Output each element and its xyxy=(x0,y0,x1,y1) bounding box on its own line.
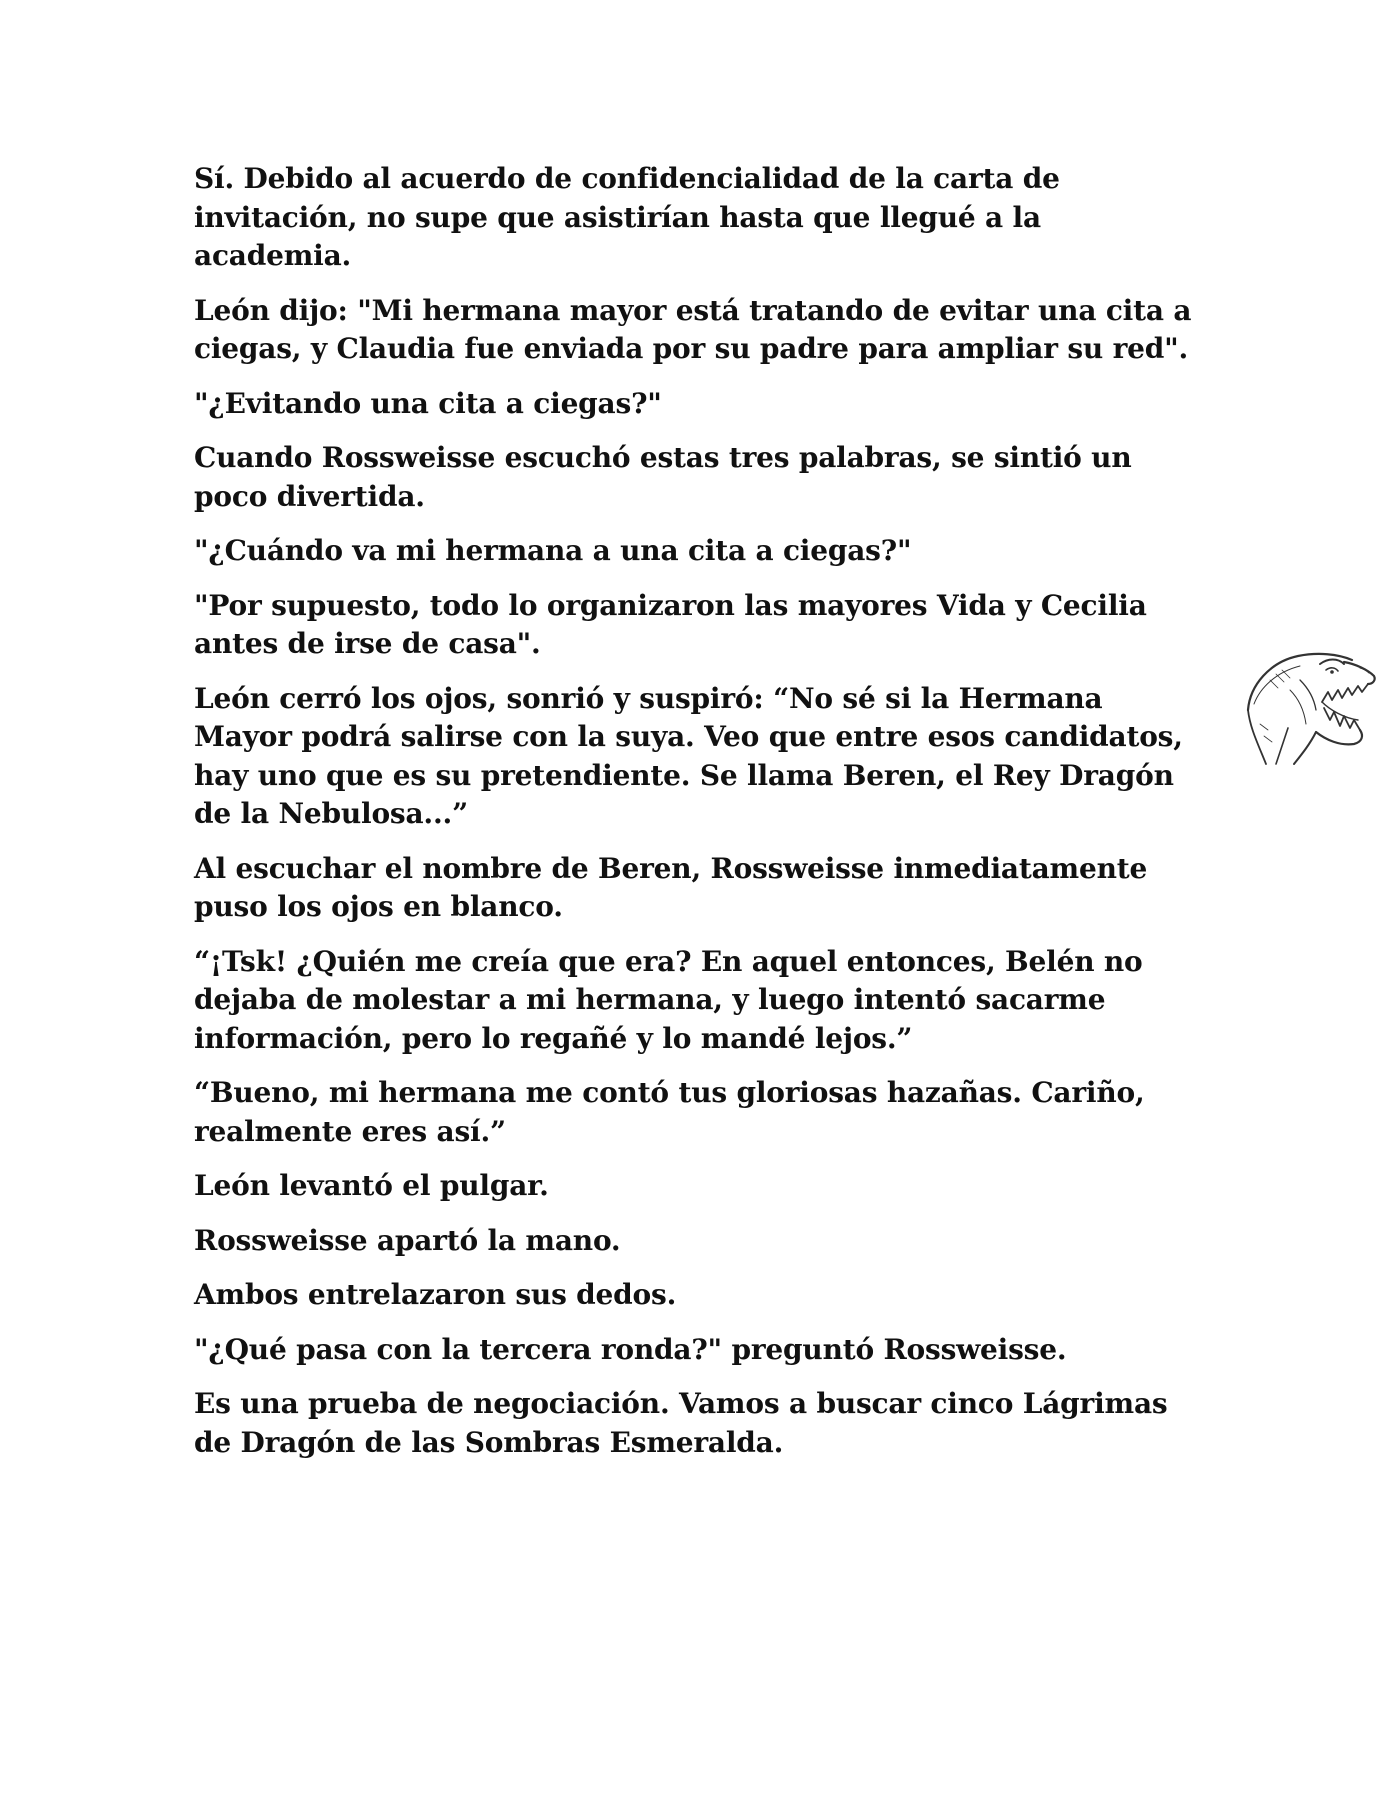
paragraph-6: "Por supuesto, todo lo organizaron las mayores Vida y Cecilia antes de irse de casa". xyxy=(194,588,1147,660)
paragraph-12: Rossweisse apartó la mano. xyxy=(194,1223,621,1257)
paragraph-5: "¿Cuándo va mi hermana a una cita a ciegas?" xyxy=(194,534,912,567)
text-body xyxy=(194,160,1194,1478)
dinosaur-head-sketch-icon xyxy=(1240,640,1380,770)
paragraph-8: Al escuchar el nombre de Beren, Rossweisse inmediatamente puso los ojos en blanco. xyxy=(194,851,1148,923)
paragraph-13: Ambos entrelazaron sus dedos. xyxy=(194,1278,677,1311)
paragraph-11: León levantó el pulgar. xyxy=(194,1169,549,1202)
paragraph-3: "¿Evitando una cita a ciegas?" xyxy=(194,386,662,420)
paragraph-15: Es una prueba de negociación. Vamos a buscar cinco Lágrimas de Dragón de las Sombras Esmeralda. xyxy=(194,1387,1168,1459)
paragraph-14: "¿Qué pasa con la tercera ronda?" preguntó Rossweisse. xyxy=(194,1332,1067,1366)
paragraph-9: “¡Tsk! ¿Quién me creía que era? En aquel entonces, Belén no dejaba de molestar a mi hermana, y luego intentó sacarme información, pero lo regañé y lo mandé lejos.” xyxy=(194,944,1143,1055)
paragraph-1: Sí. Debido al acuerdo de confidencialidad de la carta de invitación, no supe que asistirían hasta que llegué a la academia. xyxy=(194,162,1060,272)
paragraph-2: León dijo: "Mi hermana mayor está tratando de evitar una cita a ciegas, y Claudia fue enviada por su padre para ampliar su red". xyxy=(194,293,1192,365)
paragraph-10: “Bueno, mi hermana me contó tus gloriosas hazañas. Cariño, realmente eres así.” xyxy=(194,1076,1145,1148)
paragraph-4: Cuando Rossweisse escuchó estas tres palabras, se sintió un poco divertida. xyxy=(194,441,1132,513)
paragraph-7: León cerró los ojos, sonrió y suspiró: “No sé si la Hermana Mayor podrá salirse con la suya. Veo que entre esos candidatos, hay uno que es su pretendiente. Se llama Beren, el Rey Dragón de la Nebulosa...” xyxy=(194,681,1183,830)
